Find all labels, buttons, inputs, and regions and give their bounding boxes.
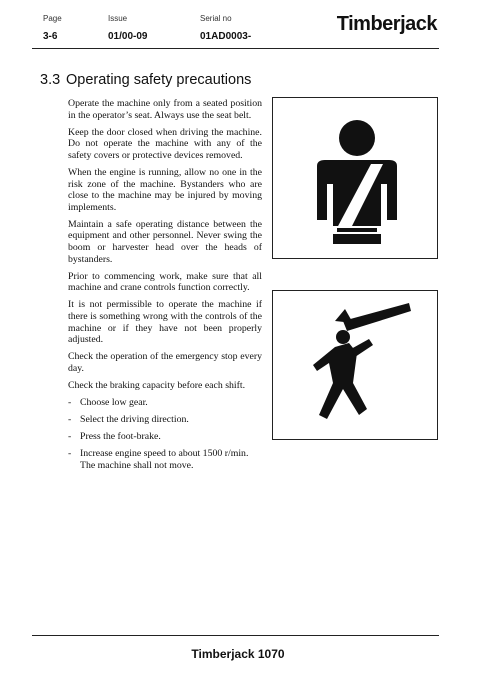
section-number: 3.3: [40, 72, 61, 88]
paragraph: It is not permissible to operate the machine if there is something wrong with the controls of the machine or if they have not been properly adjusted.: [68, 299, 262, 346]
paragraph: Operate the machine only from a seated position in the operator’s seat. Always use the seat belt.: [68, 98, 262, 121]
list-marker: -: [68, 397, 72, 409]
brand-logo: Timberjack: [336, 13, 437, 35]
footer-title: Timberjack 1070: [191, 647, 285, 661]
section-title: Operating safety precautions: [66, 72, 252, 88]
paragraph: Maintain a safe operating distance between the equipment and other personnel. Never swing the boom or harvester head over the heads of bystanders.: [68, 218, 262, 265]
list-marker: -: [68, 431, 72, 443]
paragraph: Prior to commencing work, make sure that all machine and crane controls function correctly.: [68, 270, 262, 294]
page-value: 3-6: [43, 31, 58, 42]
list-item: - Increase engine speed to about 1500 r/min. The machine shall not move.: [68, 448, 249, 471]
braking-check-list: [68, 397, 262, 471]
serial-value: 01AD0003-: [200, 31, 252, 42]
list-item: - Choose low gear.: [68, 397, 148, 409]
issue-label: Issue: [108, 14, 128, 23]
list-item: - Press the foot-brake.: [68, 431, 161, 443]
seat-belt-icon: [273, 98, 437, 258]
paragraph: Check the operation of the emergency stop every day.: [68, 351, 262, 374]
falling-person-icon: [273, 291, 437, 439]
page-label: Page: [43, 14, 62, 23]
header-rule: [32, 48, 439, 49]
issue-value: 01/00-09: [108, 31, 148, 42]
list-marker: -: [68, 414, 72, 426]
seat-belt-figure: [272, 97, 438, 259]
hazard-figure: [272, 290, 438, 440]
serial-label: Serial no: [200, 14, 232, 23]
list-item: - Select the driving direction.: [68, 414, 189, 426]
list-marker: -: [68, 448, 72, 460]
body-text: [68, 98, 262, 477]
paragraph: Keep the door closed when driving the machine. Do not operate the machine with any of the safety covers or protective devices removed.: [68, 126, 262, 161]
footer-rule: [32, 635, 439, 636]
paragraph: When the engine is running, allow no one in the risk zone of the machine. Bystanders who are close to the machine may be injured by moving implements.: [68, 166, 262, 213]
section-heading: [40, 72, 251, 88]
paragraph: Check the braking capacity before each shift.: [68, 379, 246, 391]
